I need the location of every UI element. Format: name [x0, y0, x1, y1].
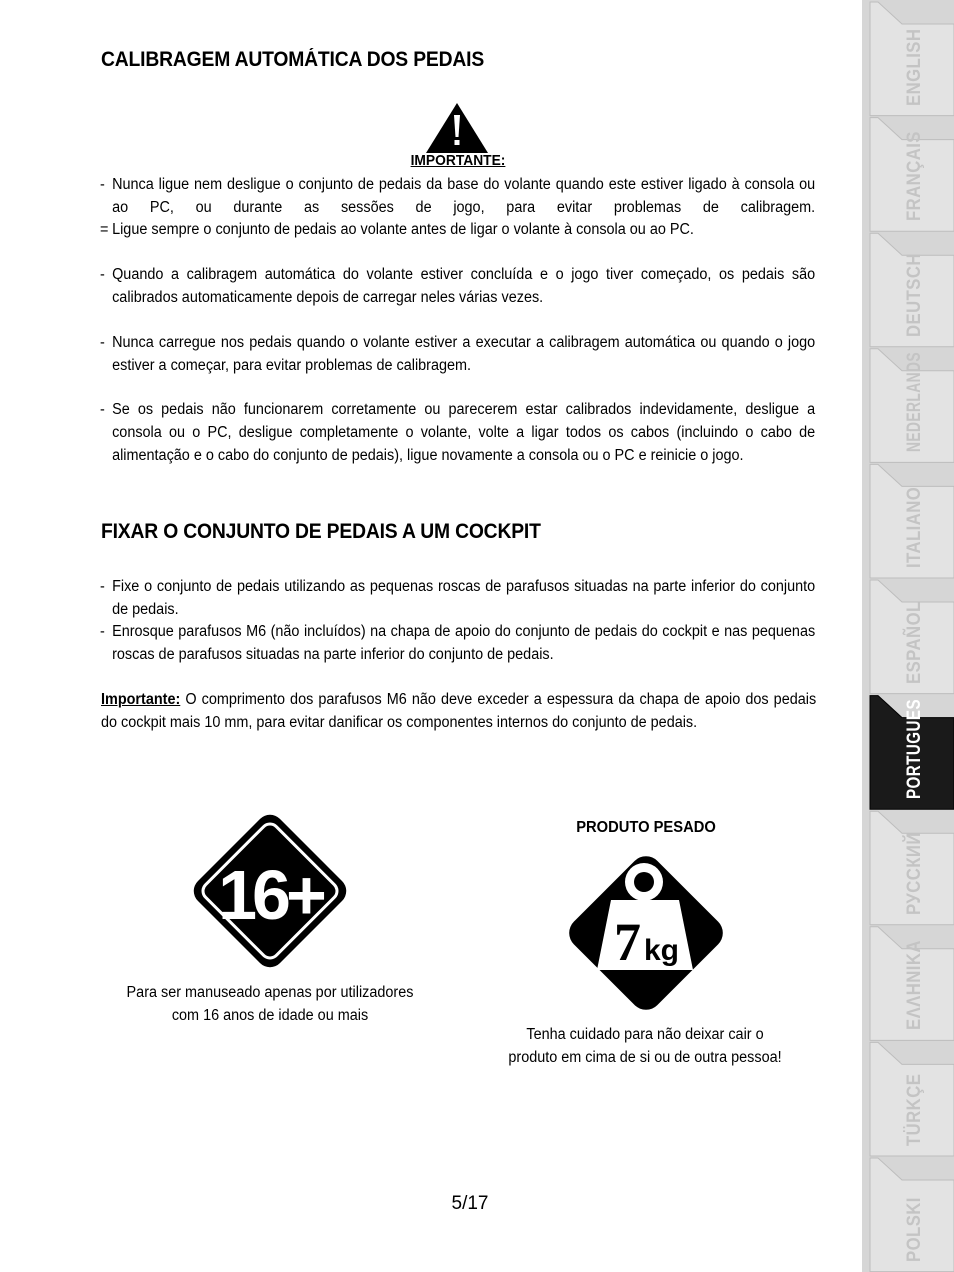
warning-label: IMPORTANTE: [410, 152, 506, 169]
list-marker: - [100, 401, 105, 418]
important-note [101, 689, 816, 735]
language-tab-6-label[interactable]: ESPAÑOL [904, 600, 925, 684]
age-badge-caption-line: com 16 anos de idade ou mais [171, 1006, 369, 1024]
warning-icon [424, 101, 490, 155]
list-item [100, 621, 815, 667]
language-tab-2-label[interactable]: FRANÇAIS [904, 131, 925, 222]
section-heading-cockpit: FIXAR O CONJUNTO DE PEDAIS A UM COCKPIT [101, 520, 541, 543]
heavy-product-caption-line: Tenha cuidado para não deixar cair o [526, 1026, 764, 1043]
age-16-plus-icon [188, 809, 352, 973]
list-marker: - [100, 334, 105, 351]
list-marker: - [100, 578, 105, 595]
list-item-text: Fixe o conjunto de pedais utilizando as pequenas roscas de parafusos situadas na parte inferior do conjunto de pedais. [112, 578, 816, 618]
important-note-label: Importante: [101, 691, 181, 708]
weight-unit: kg [644, 934, 680, 967]
age-badge-caption-line: Para ser manuseado apenas por utilizadores [126, 984, 414, 1001]
page-number: 5/17 [451, 1193, 489, 1214]
age-badge-caption [103, 982, 438, 1027]
list-marker: = [100, 221, 109, 238]
list-item-text: Ligue sempre o conjunto de pedais ao volante antes de ligar o volante à consola ou ao PC. [112, 221, 694, 238]
list-item [100, 174, 815, 220]
weight-number: 7 [614, 912, 641, 972]
list-marker: - [100, 176, 105, 193]
section-heading-calibration: CALIBRAGEM AUTOMÁTICA DOS PEDAIS [101, 48, 485, 71]
list-item [100, 399, 815, 467]
language-tab-4-label[interactable]: NEDERLANDS [904, 352, 925, 453]
list-item-text: Nunca ligue nem desligue o conjunto de pedais da base do volante quando este estiver ligado à consola ou ao PC, ou durante as sessões de jogo, para evitar problemas de calibragem. [112, 176, 816, 216]
list-item [100, 576, 815, 622]
list-item [100, 219, 815, 242]
language-tab-1-label[interactable]: ENGLISH [904, 28, 925, 106]
list-item-text: Enrosque parafusos M6 (não incluídos) na chapa de apoio do conjunto de pedais do cockpit e nas pequenas roscas de parafusos situadas na parte inferior do conjunto de pedais. [112, 623, 816, 663]
language-tab-11-label[interactable]: POLSKI [904, 1196, 925, 1262]
heavy-product-title: PRODUTO PESADO [576, 819, 716, 836]
list-item-text: Nunca carregue nos pedais quando o volante estiver a executar a calibragem automática ou quando o jogo estiver a começar, para evitar problemas de calibragem. [112, 334, 816, 374]
language-tab-10-label[interactable]: TÜRKÇE [904, 1073, 925, 1146]
important-note-text: O comprimento dos parafusos M6 não deve exceder a espessura da chapa de apoio dos pedais do cockpit mais 10 mm, para evitar danificar os componentes internos do conjunto de pedais. [101, 691, 817, 731]
list-marker: - [100, 623, 105, 640]
heavy-product-caption-line: produto em cima de si ou de outra pessoa! [508, 1048, 782, 1066]
weight-7kg-icon [553, 842, 739, 1026]
list-item-text: Quando a calibragem automática do volante estiver concluída e o jogo tiver começado, os pedais são calibrados automaticamente depois de carregar neles várias vezes. [112, 266, 816, 306]
language-tab-8-label[interactable]: РУССКИЙ [904, 831, 925, 915]
age-badge-label: 16+ [218, 856, 322, 934]
heavy-product-caption [482, 1024, 808, 1069]
language-tab-7-label[interactable]: PORTUGUES [904, 699, 925, 800]
language-tab-5-label[interactable]: ITALIANO [904, 486, 925, 568]
language-tab-3-label[interactable]: DEUTSCH [904, 252, 925, 337]
list-item [100, 264, 815, 310]
list-item [100, 332, 815, 378]
language-tab-9-label[interactable]: ΕΛΛΗΝΙΚΑ [904, 940, 925, 1031]
list-item-text: Se os pedais não funcionarem corretamente ou parecerem estar calibrados indevidamente, desligue a consola ou o PC, desligue completamente o volante, volte a ligar todos os cabos (incluindo o cabo de alimentação e o cabo do conjunto de pedais), ligue novamente a consola ou o PC e reinicie o jogo. [112, 401, 816, 464]
list-marker: - [100, 266, 105, 283]
